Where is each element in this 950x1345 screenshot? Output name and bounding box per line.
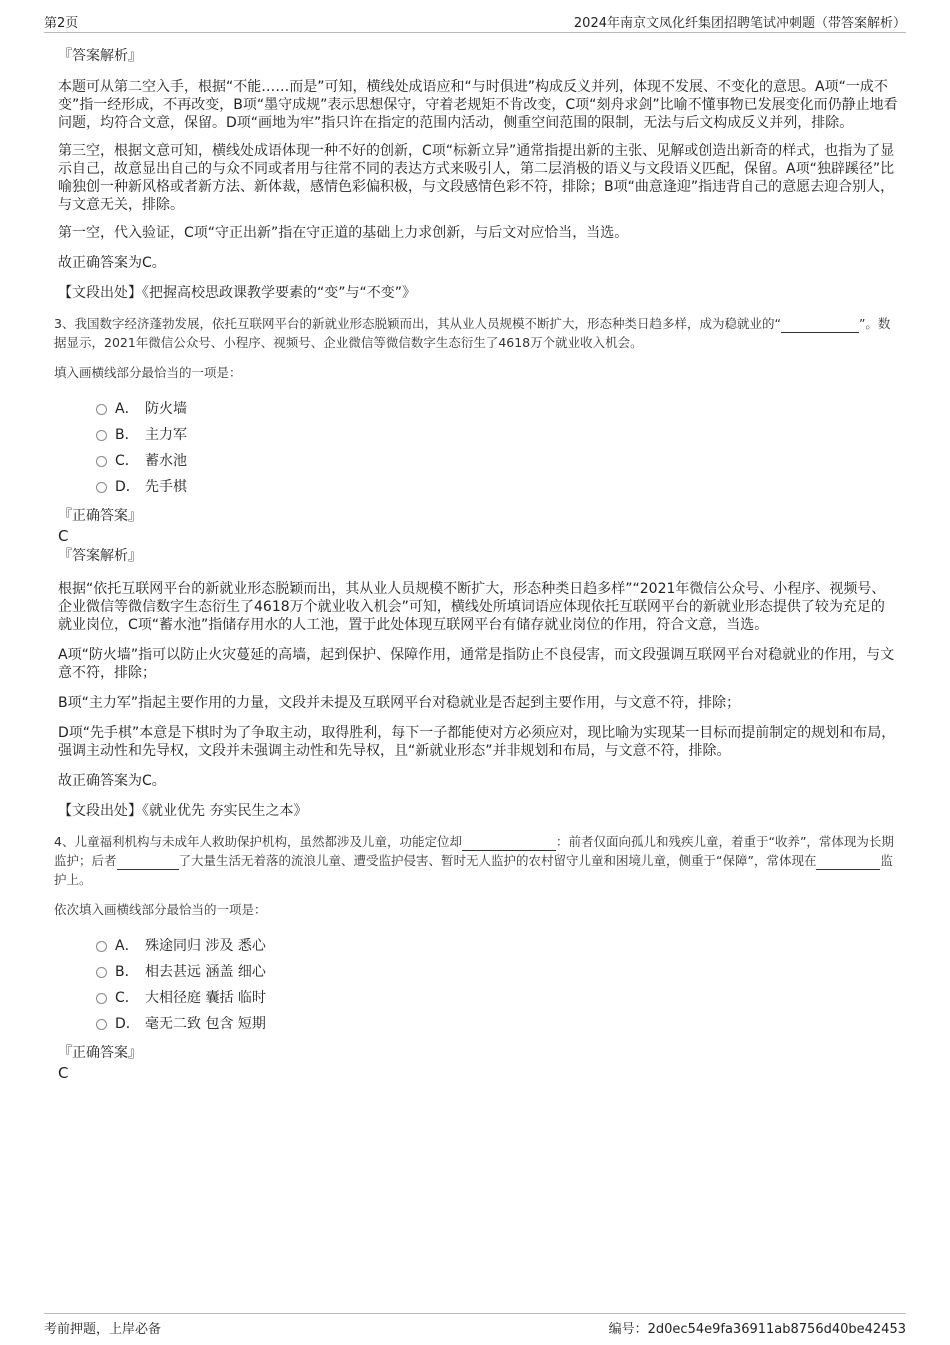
page-header <box>44 12 906 33</box>
q4-correct-label: 『正确答案』 <box>58 1045 142 1061</box>
radio-icon[interactable] <box>96 967 107 978</box>
q3-analysis-label: 『答案解析』 <box>58 548 142 564</box>
q3-option-c[interactable]: C． 蓄水池 <box>96 448 898 474</box>
radio-icon[interactable] <box>96 941 107 952</box>
q3-analysis-para: D项“先手棋”本意是下棋时为了争取主动，取得胜利，每下一子都能使对方必须应对，现比喻为实现某一目标而提前制定的规划和布局，强调主动性和先导权，文段并未强调主动性和先导权，且“新就业形态”并非规划和布局，与文意不符，排除。 <box>58 725 896 759</box>
q3-correct-label: 『正确答案』 <box>58 508 142 524</box>
radio-icon[interactable] <box>96 482 107 493</box>
q3-options <box>96 396 898 500</box>
radio-icon[interactable] <box>96 404 107 415</box>
q3-blank <box>781 318 859 333</box>
q4-blank-3 <box>816 855 880 870</box>
q4-blank-1 <box>462 836 556 851</box>
document-body <box>54 46 898 1089</box>
q4-options <box>96 933 898 1037</box>
q4-option-b[interactable]: B． 相去甚远 涵盖 细心 <box>96 959 898 985</box>
code-value: 2d0ec54e9fa36911ab8756d40be42453 <box>647 1322 906 1337</box>
q4-correct-answer: C <box>58 1064 69 1082</box>
q2-analysis-label: 『答案解析』 <box>58 48 142 64</box>
q3-correct-answer: C <box>58 527 69 545</box>
q4-option-d[interactable]: D． 毫无二致 包含 短期 <box>96 1011 898 1037</box>
document-title: 2024年南京文凤化纤集团招聘笔试冲刺题（带答案解析） <box>573 16 906 31</box>
q2-analysis-para: 本题可从第二空入手，根据“不能……而是”可知，横线处成语应和“与时俱进”构成反义并列，体现不发展、不变化的意思。A项“一成不变”指一经形成，不再改变，B项“墨守成规”表示思想保守，守着老规矩不肯改变，C项“刻舟求剑”比喻不懂事物已发展变化而仍静止地看问题，均符合文意，保留。D项“画地为牢”指只许在指定的范围内活动，侧重空间范围的限制，无法与后文构成反义并列，排除。 <box>58 79 898 131</box>
radio-icon[interactable] <box>96 993 107 1004</box>
radio-icon[interactable] <box>96 1019 107 1030</box>
q3-option-a[interactable]: A． 防火墙 <box>96 396 898 422</box>
q4-option-a[interactable]: A． 殊途同归 涉及 悉心 <box>96 933 898 959</box>
radio-icon[interactable] <box>96 456 107 467</box>
q3-conclusion: 故正确答案为C。 <box>58 773 166 789</box>
q3-analysis-para: A项“防火墙”指可以防止火灾蔓延的高墙，起到保护、保障作用，通常是指防止不良侵害，而文段强调互联网平台对稳就业的作用，与文意不符，排除； <box>58 647 895 681</box>
q3-analysis-para: 根据“依托互联网平台的新就业形态脱颖而出，其从业人员规模不断扩大，形态种类日趋多样”“2021年微信公众号、小程序、视频号、企业微信等微信数字生态衍生了4618万个就业收入机会”可知，横线处所填词语应体现依托互联网平台的新就业形态提供了较为充足的就业岗位，C项“蓄水池”指储存用水的人工池，置于此处体现互联网平台有储存就业岗位的作用，符合文意，当选。 <box>58 581 886 633</box>
q3-prompt: 填入画横线部分最恰当的一项是： <box>54 365 242 380</box>
q2-source: 【文段出处】《把握高校思政课教学要素的“变”与“不变”》 <box>58 285 417 301</box>
q2-conclusion: 故正确答案为C。 <box>58 255 166 271</box>
document-code <box>609 1318 906 1337</box>
q3-option-b[interactable]: B． 主力军 <box>96 422 898 448</box>
page-number: 第2页 <box>44 16 79 31</box>
radio-icon[interactable] <box>96 430 107 441</box>
q2-analysis-para: 第三空，根据文意可知，横线处成语体现一种不好的创新，C项“标新立异”通常指提出新的主张、见解或创造出新奇的样式，也指为了显示自己，故意显出自己的与众不同或者用与往常不同的表达方式来吸引人，第二层消极的语义与文段语义匹配，保留。A项“独辟蹊径”比喻独创一种新风格或者新方法、新体裁，感情色彩偏积极，与文段感情色彩不符，排除；B项“曲意逢迎”指违背自己的意愿去迎合别人，与文意无关，排除。 <box>58 143 895 213</box>
q4-stem: 4、儿童福利机构与未成年人救助保护机构，虽然都涉及儿童，功能定位却 ：前者仅面向孤儿和残疾儿童，着重于“收养”，常体现为长期监护；后者 了大量生活无着落的流浪儿童、遭受监护侵害、暂时无人监护的农村留守儿童和困境儿童，侧重于“保障”，常体现在 监护上。 <box>54 834 894 887</box>
q4-option-c[interactable]: C． 大相径庭 囊括 临时 <box>96 985 898 1011</box>
q3-option-d[interactable]: D． 先手棋 <box>96 474 898 500</box>
q4-blank-2 <box>117 855 179 870</box>
q3-source: 【文段出处】《就业优先 夯实民生之本》 <box>58 803 308 819</box>
code-label: 编号： <box>608 1322 648 1337</box>
q2-analysis-para: 第一空，代入验证，C项“守正出新”指在守正道的基础上力求创新，与后文对应恰当，当选。 <box>58 225 629 241</box>
q3-stem: 3、我国数字经济蓬勃发展，依托互联网平台的新就业形态脱颖而出，其从业人员规模不断扩大，形态种类日趋多样，成为稳就业的“ ”。数据显示，2021年微信公众号、小程序、视频号、企业微信等微信数字生态衍生了4618万个就业收入机会。 <box>54 316 891 350</box>
footer-slogan: 考前押题，上岸必备 <box>44 1322 162 1337</box>
q4-prompt: 依次填入画横线部分最恰当的一项是： <box>54 902 267 917</box>
q3-analysis-para: B项“主力军”指起主要作用的力量，文段并未提及互联网平台对稳就业是否起到主要作用，与文意不符，排除； <box>58 695 741 711</box>
page-footer <box>44 1313 906 1339</box>
